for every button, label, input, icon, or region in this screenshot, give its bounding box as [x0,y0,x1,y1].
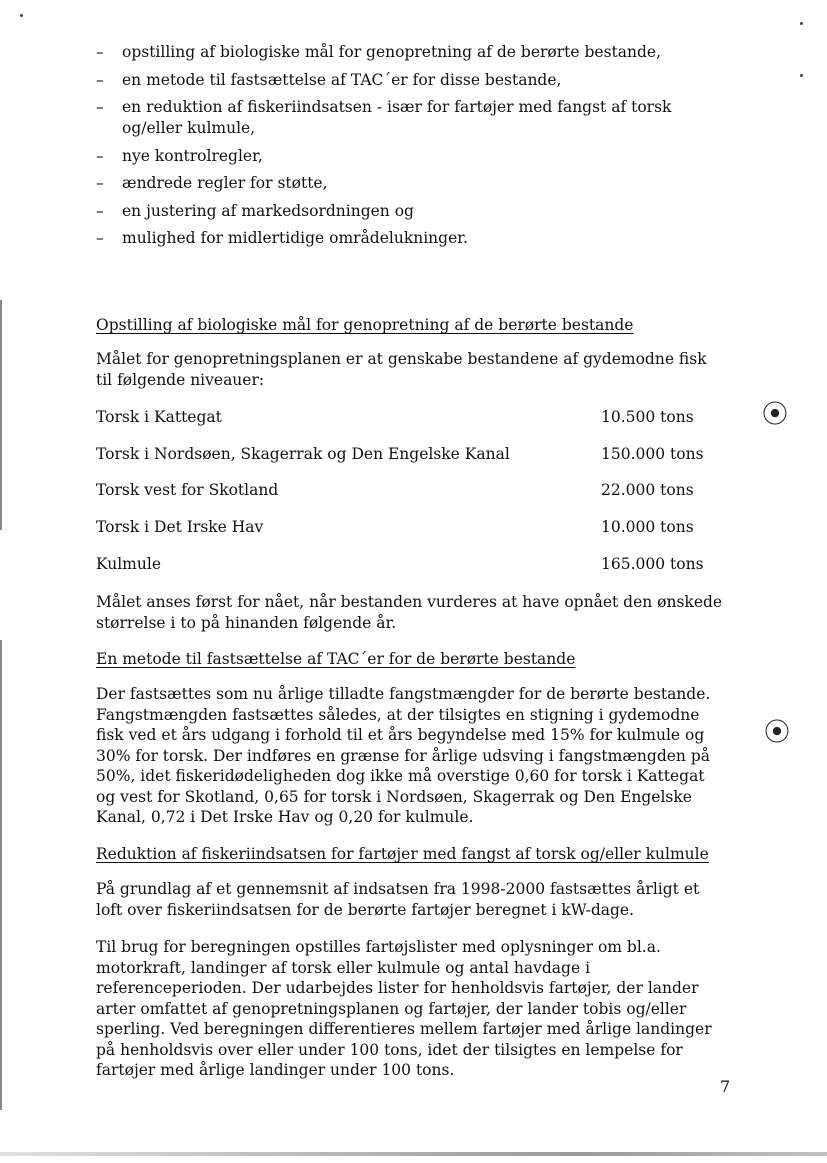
section-heading-effort-reduction: Reduktion af fiskeriindsatsen for fartøjer med fangst af torsk og/eller kulmule [96,845,709,863]
target-row [96,407,726,428]
target-row [96,480,726,501]
bullet-item [96,228,726,249]
target-value: 10.500 tons [601,408,694,426]
bullet-dash: – [96,70,104,89]
target-value: 22.000 tons [601,481,694,499]
target-stock-name: Torsk i Det Irske Hav [96,518,264,536]
target-stock-name: Torsk vest for Skotland [96,481,279,499]
section-body: Til brug for beregningen opstilles fartøjslister med oplysninger om bl.a. motorkraft, landinger af torsk eller kulmule og antal havdage i referenceperioden. Der udarbejdes lister for henholdsvis fartøjer, der lander arter omfattet af genopretningsplanen og fartøjer, der lander tobis og/eller sperling. Ved beregningen differentieres mellem fartøjer med årlige landinger på henholdsvis over eller under 100 tons, idet der tilsigtes en lempelse for fartøjer med årlige landinger under 100 tons. [96,938,712,1079]
bullet-text: en justering af markedsordningen og [122,201,414,220]
bullet-dash: – [96,174,104,192]
target-stock-name: Torsk i Kattegat [96,408,222,426]
scan-speck [800,22,803,25]
bullet-text: en metode til fastsættelse af TAC´er for disse bestande, [122,70,562,89]
bullet-item [96,146,726,167]
section-heading-biological-targets: Opstilling af biologiske mål for genopretning af de berørte bestande [96,316,634,334]
bullet-dash: – [96,98,104,116]
bullet-dash: – [96,146,104,165]
bullet-text: opstilling af biologiske mål for genopretning af de berørte bestande, [122,43,661,61]
page-number: 7 [720,1077,731,1096]
target-row [96,517,726,538]
bullet-text: ændrede regler for støtte, [122,174,328,192]
scan-margin-line [0,640,2,1110]
section-outro: Målet anses først for nået, når bestanden vurderes at have opnået den ønskede størrelse i to på hinanden følgende år. [96,593,723,632]
target-stock-name: Torsk i Nordsøen, Skagerrak og Den Engelske Kanal [96,445,510,463]
bullet-list [96,42,726,256]
section-intro: Målet for genopretningsplanen er at genskabe bestandene af gydemodne fisk til følgende niveauer: [96,350,707,389]
target-row [96,444,726,465]
punch-hole-mark: ⦿ [762,400,789,430]
bullet-item [96,70,726,91]
bullet-dash: – [96,201,104,220]
section-body: Der fastsættes som nu årlige tilladte fangstmængder for de berørte bestande. Fangstmængden fastsættes således, at der tilsigtes en stigning i gydemodne fisk ved et års udgang i forhold til et års begyndelse med 15% for kulmule og 30% for torsk. Der indføres en grænse for årlige udsving i fangstmængden på 50%, idet fiskeridødeligheden dog ikke må overstige 0,60 for torsk i Kattegat og vest for Skotland, 0,65 for torsk i Nordsøen, Skagerrak og Den Engelske Kanal, 0,72 i Det Irske Hav og 0,20 for kulmule. [96,685,711,826]
bullet-text: en reduktion af fiskeriindsatsen - især for fartøjer med fangst af torsk og/eller kulmule, [122,98,672,137]
section-body: På grundlag af et gennemsnit af indsatsen fra 1998-2000 fastsættes årligt et loft over fiskeriindsatsen for de berørte fartøjer beregnet i kW-dage. [96,880,700,919]
scan-margin-line [0,300,2,530]
target-value: 150.000 tons [601,445,704,463]
target-value: 10.000 tons [601,518,694,536]
bullet-item [96,173,726,194]
bullet-item [96,97,726,139]
target-value: 165.000 tons [601,555,704,573]
bullet-item [96,42,726,63]
bullet-dash: – [96,229,104,247]
bullet-dash: – [96,43,104,61]
target-row [96,554,726,575]
scan-speck [20,14,23,17]
punch-hole-mark: ⦿ [764,718,791,748]
scan-bottom-edge [0,1152,827,1156]
target-stock-name: Kulmule [96,555,161,573]
bullet-text: nye kontrolregler, [122,146,263,165]
section-heading-tac-method: En metode til fastsættelse af TAC´er for de berørte bestande [96,650,576,668]
scan-speck [800,74,803,77]
bullet-item [96,201,726,222]
bullet-text: mulighed for midlertidige områdelukninger. [122,229,468,247]
